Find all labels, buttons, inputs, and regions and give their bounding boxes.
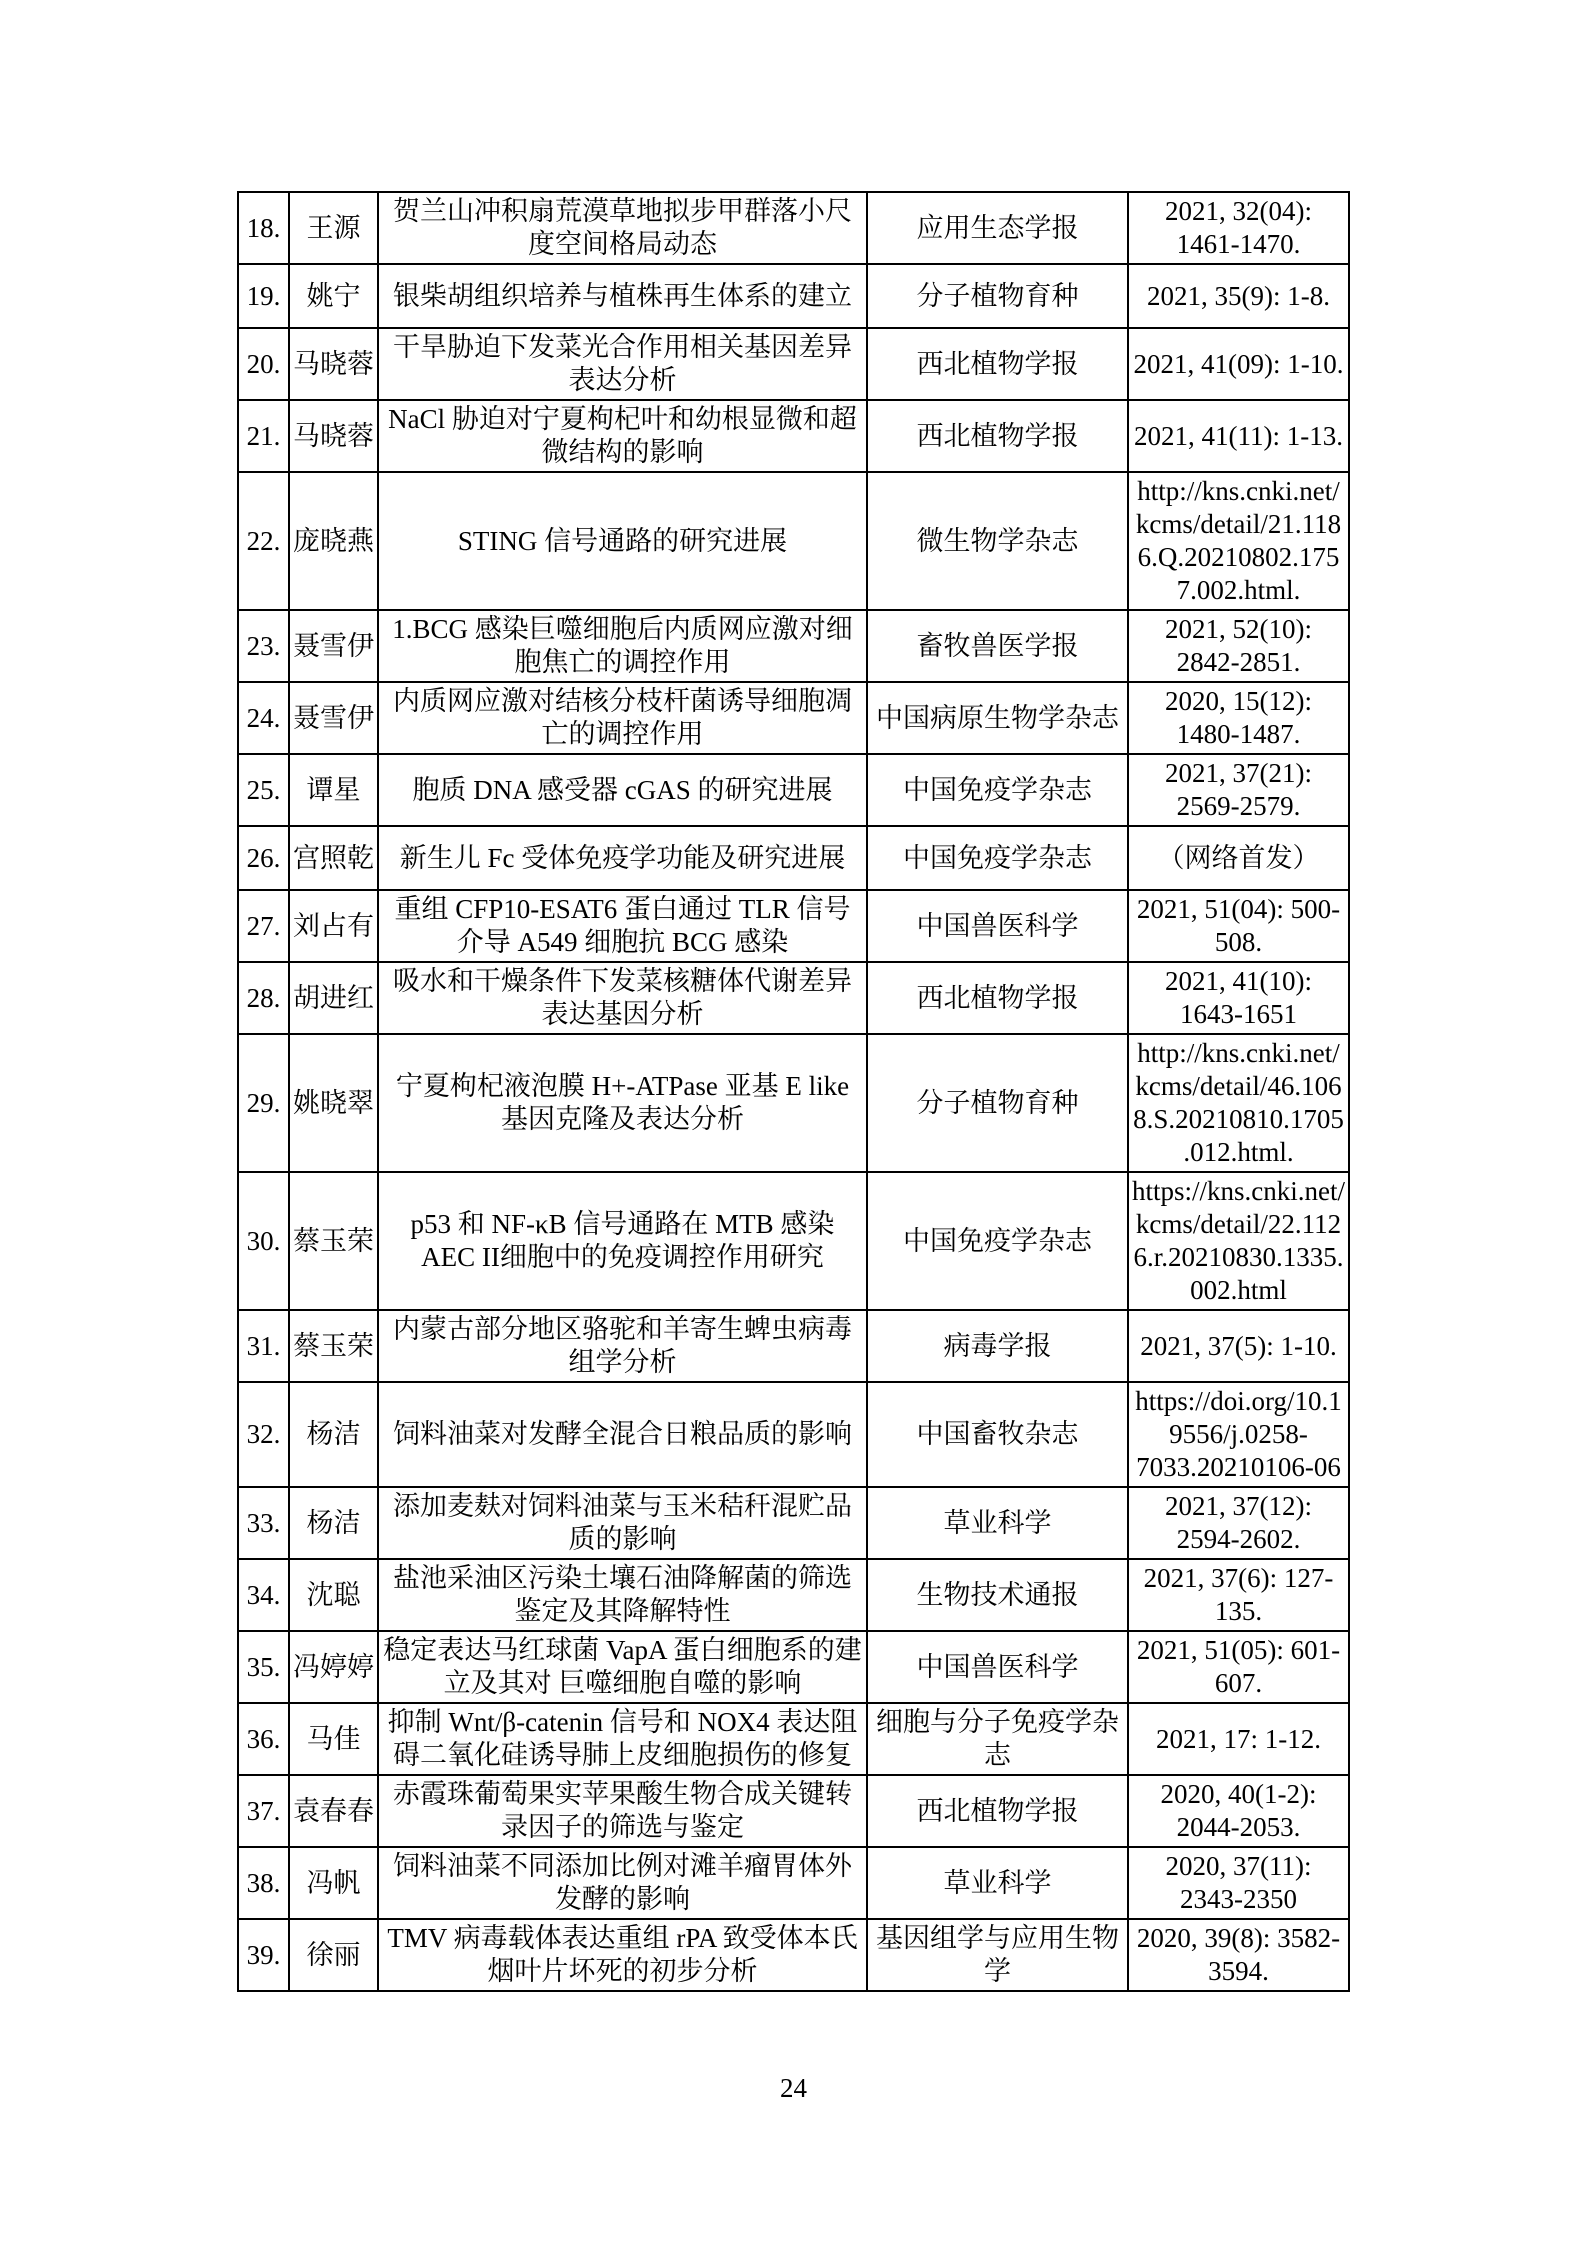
journal-cell: 西北植物学报 <box>867 328 1128 400</box>
table-row <box>238 962 1349 1034</box>
row-index-cell: 22. <box>238 472 289 610</box>
author-cell: 徐丽 <box>289 1919 378 1991</box>
journal-cell: 中国免疫学杂志 <box>867 826 1128 890</box>
title-cell: 稳定表达马红球菌 VapA 蛋白细胞系的建立及其对 巨噬细胞自噬的影响 <box>378 1631 867 1703</box>
journal-cell: 中国兽医科学 <box>867 1631 1128 1703</box>
table-row <box>238 472 1349 610</box>
title-cell: TMV 病毒载体表达重组 rPA 致受体本氏烟叶片坏死的初步分析 <box>378 1919 867 1991</box>
row-index-cell: 37. <box>238 1775 289 1847</box>
author-cell: 蔡玉荣 <box>289 1310 378 1382</box>
row-index-cell: 39. <box>238 1919 289 1991</box>
author-cell: 聂雪伊 <box>289 682 378 754</box>
journal-cell: 中国免疫学杂志 <box>867 754 1128 826</box>
row-index-cell: 29. <box>238 1034 289 1172</box>
row-index-cell: 19. <box>238 264 289 328</box>
journal-cell: 畜牧兽医学报 <box>867 610 1128 682</box>
pubinfo-cell: 2020, 40(1-2): 2044-2053. <box>1128 1775 1349 1847</box>
author-cell: 马晓蓉 <box>289 328 378 400</box>
journal-cell: 西北植物学报 <box>867 1775 1128 1847</box>
journal-cell: 基因组学与应用生物学 <box>867 1919 1128 1991</box>
title-cell: NaCl 胁迫对宁夏枸杞叶和幼根显微和超微结构的影响 <box>378 400 867 472</box>
table-row <box>238 1310 1349 1382</box>
pubinfo-cell: 2021, 41(09): 1-10. <box>1128 328 1349 400</box>
author-cell: 聂雪伊 <box>289 610 378 682</box>
title-cell: STING 信号通路的研究进展 <box>378 472 867 610</box>
pubinfo-cell: 2021, 37(6): 127-135. <box>1128 1559 1349 1631</box>
journal-cell: 生物技术通报 <box>867 1559 1128 1631</box>
title-cell: 贺兰山冲积扇荒漠草地拟步甲群落小尺度空间格局动态 <box>378 192 867 264</box>
author-cell: 冯婷婷 <box>289 1631 378 1703</box>
table-row <box>238 890 1349 962</box>
author-cell: 庞晓燕 <box>289 472 378 610</box>
pubinfo-cell: http://kns.cnki.net/kcms/detail/46.1068.S.20210810.1705.012.html. <box>1128 1034 1349 1172</box>
table-row <box>238 264 1349 328</box>
pubinfo-cell: 2021, 51(04): 500-508. <box>1128 890 1349 962</box>
row-index-cell: 21. <box>238 400 289 472</box>
title-cell: p53 和 NF-κB 信号通路在 MTB 感染 AEC II细胞中的免疫调控作用研究 <box>378 1172 867 1310</box>
pubinfo-cell: 2021, 32(04): 1461-1470. <box>1128 192 1349 264</box>
table-row <box>238 754 1349 826</box>
table-row <box>238 1487 1349 1559</box>
row-index-cell: 33. <box>238 1487 289 1559</box>
pubinfo-cell: 2021, 37(21): 2569-2579. <box>1128 754 1349 826</box>
author-cell: 王源 <box>289 192 378 264</box>
table-row <box>238 1703 1349 1775</box>
title-cell: 抑制 Wnt/β-catenin 信号和 NOX4 表达阻碍二氧化硅诱导肺上皮细胞损伤的修复 <box>378 1703 867 1775</box>
title-cell: 内蒙古部分地区骆驼和羊寄生蜱虫病毒组学分析 <box>378 1310 867 1382</box>
table-row <box>238 400 1349 472</box>
title-cell: 饲料油菜不同添加比例对滩羊瘤胃体外发酵的影响 <box>378 1847 867 1919</box>
row-index-cell: 18. <box>238 192 289 264</box>
author-cell: 宫照乾 <box>289 826 378 890</box>
row-index-cell: 35. <box>238 1631 289 1703</box>
author-cell: 姚宁 <box>289 264 378 328</box>
pubinfo-cell: http://kns.cnki.net/kcms/detail/21.1186.Q.20210802.1757.002.html. <box>1128 472 1349 610</box>
publications-table-body <box>238 192 1349 1991</box>
row-index-cell: 25. <box>238 754 289 826</box>
author-cell: 胡进红 <box>289 962 378 1034</box>
table-row <box>238 328 1349 400</box>
row-index-cell: 31. <box>238 1310 289 1382</box>
journal-cell: 中国兽医科学 <box>867 890 1128 962</box>
author-cell: 沈聪 <box>289 1559 378 1631</box>
journal-cell: 微生物学杂志 <box>867 472 1128 610</box>
journal-cell: 分子植物育种 <box>867 1034 1128 1172</box>
table-row <box>238 610 1349 682</box>
row-index-cell: 24. <box>238 682 289 754</box>
author-cell: 蔡玉荣 <box>289 1172 378 1310</box>
row-index-cell: 20. <box>238 328 289 400</box>
pubinfo-cell: （网络首发） <box>1128 826 1349 890</box>
table-row <box>238 1172 1349 1310</box>
pubinfo-cell: 2021, 52(10): 2842-2851. <box>1128 610 1349 682</box>
row-index-cell: 27. <box>238 890 289 962</box>
journal-cell: 西北植物学报 <box>867 962 1128 1034</box>
journal-cell: 中国病原生物学杂志 <box>867 682 1128 754</box>
title-cell: 宁夏枸杞液泡膜 H+-ATPase 亚基 E like 基因克隆及表达分析 <box>378 1034 867 1172</box>
author-cell: 马佳 <box>289 1703 378 1775</box>
journal-cell: 西北植物学报 <box>867 400 1128 472</box>
title-cell: 新生儿 Fc 受体免疫学功能及研究进展 <box>378 826 867 890</box>
pubinfo-cell: https://doi.org/10.19556/j.0258-7033.20210106-06 <box>1128 1382 1349 1487</box>
title-cell: 添加麦麸对饲料油菜与玉米秸秆混贮品质的影响 <box>378 1487 867 1559</box>
journal-cell: 细胞与分子免疫学杂志 <box>867 1703 1128 1775</box>
table-row <box>238 682 1349 754</box>
journal-cell: 病毒学报 <box>867 1310 1128 1382</box>
table-row <box>238 1559 1349 1631</box>
title-cell: 胞质 DNA 感受器 cGAS 的研究进展 <box>378 754 867 826</box>
title-cell: 1.BCG 感染巨噬细胞后内质网应激对细胞焦亡的调控作用 <box>378 610 867 682</box>
row-index-cell: 30. <box>238 1172 289 1310</box>
journal-cell: 草业科学 <box>867 1487 1128 1559</box>
pubinfo-cell: 2021, 51(05): 601- 607. <box>1128 1631 1349 1703</box>
title-cell: 干旱胁迫下发菜光合作用相关基因差异表达分析 <box>378 328 867 400</box>
page-number: 24 <box>780 2073 807 2103</box>
title-cell: 内质网应激对结核分枝杆菌诱导细胞凋亡的调控作用 <box>378 682 867 754</box>
row-index-cell: 28. <box>238 962 289 1034</box>
table-row <box>238 1775 1349 1847</box>
journal-cell: 应用生态学报 <box>867 192 1128 264</box>
row-index-cell: 38. <box>238 1847 289 1919</box>
row-index-cell: 32. <box>238 1382 289 1487</box>
table-row <box>238 1034 1349 1172</box>
pubinfo-cell: https://kns.cnki.net/kcms/detail/22.1126.r.20210830.1335.002.html <box>1128 1172 1349 1310</box>
journal-cell: 中国免疫学杂志 <box>867 1172 1128 1310</box>
pubinfo-cell: 2020, 37(11): 2343-2350 <box>1128 1847 1349 1919</box>
pubinfo-cell: 2020, 15(12): 1480-1487. <box>1128 682 1349 754</box>
row-index-cell: 36. <box>238 1703 289 1775</box>
author-cell: 姚晓翠 <box>289 1034 378 1172</box>
author-cell: 袁春春 <box>289 1775 378 1847</box>
pubinfo-cell: 2021, 37(5): 1-10. <box>1128 1310 1349 1382</box>
pubinfo-cell: 2021, 17: 1-12. <box>1128 1703 1349 1775</box>
author-cell: 刘占有 <box>289 890 378 962</box>
pubinfo-cell: 2021, 41(10): 1643-1651 <box>1128 962 1349 1034</box>
author-cell: 谭星 <box>289 754 378 826</box>
title-cell: 盐池采油区污染土壤石油降解菌的筛选鉴定及其降解特性 <box>378 1559 867 1631</box>
table-row <box>238 1631 1349 1703</box>
author-cell: 杨洁 <box>289 1382 378 1487</box>
table-row <box>238 1847 1349 1919</box>
author-cell: 杨洁 <box>289 1487 378 1559</box>
author-cell: 冯帆 <box>289 1847 378 1919</box>
row-index-cell: 34. <box>238 1559 289 1631</box>
journal-cell: 分子植物育种 <box>867 264 1128 328</box>
pubinfo-cell: 2021, 41(11): 1-13. <box>1128 400 1349 472</box>
table-row <box>238 1919 1349 1991</box>
author-cell: 马晓蓉 <box>289 400 378 472</box>
title-cell: 重组 CFP10-ESAT6 蛋白通过 TLR 信号介导 A549 细胞抗 BCG 感染 <box>378 890 867 962</box>
table-row <box>238 1382 1349 1487</box>
journal-cell: 中国畜牧杂志 <box>867 1382 1128 1487</box>
publications-table <box>237 191 1350 1992</box>
table-row <box>238 826 1349 890</box>
pubinfo-cell: 2021, 37(12): 2594-2602. <box>1128 1487 1349 1559</box>
pubinfo-cell: 2021, 35(9): 1-8. <box>1128 264 1349 328</box>
title-cell: 银柴胡组织培养与植株再生体系的建立 <box>378 264 867 328</box>
pubinfo-cell: 2020, 39(8): 3582-3594. <box>1128 1919 1349 1991</box>
title-cell: 赤霞珠葡萄果实苹果酸生物合成关键转录因子的筛选与鉴定 <box>378 1775 867 1847</box>
row-index-cell: 23. <box>238 610 289 682</box>
journal-cell: 草业科学 <box>867 1847 1128 1919</box>
row-index-cell: 26. <box>238 826 289 890</box>
table-row <box>238 192 1349 264</box>
title-cell: 饲料油菜对发酵全混合日粮品质的影响 <box>378 1382 867 1487</box>
title-cell: 吸水和干燥条件下发菜核糖体代谢差异表达基因分析 <box>378 962 867 1034</box>
